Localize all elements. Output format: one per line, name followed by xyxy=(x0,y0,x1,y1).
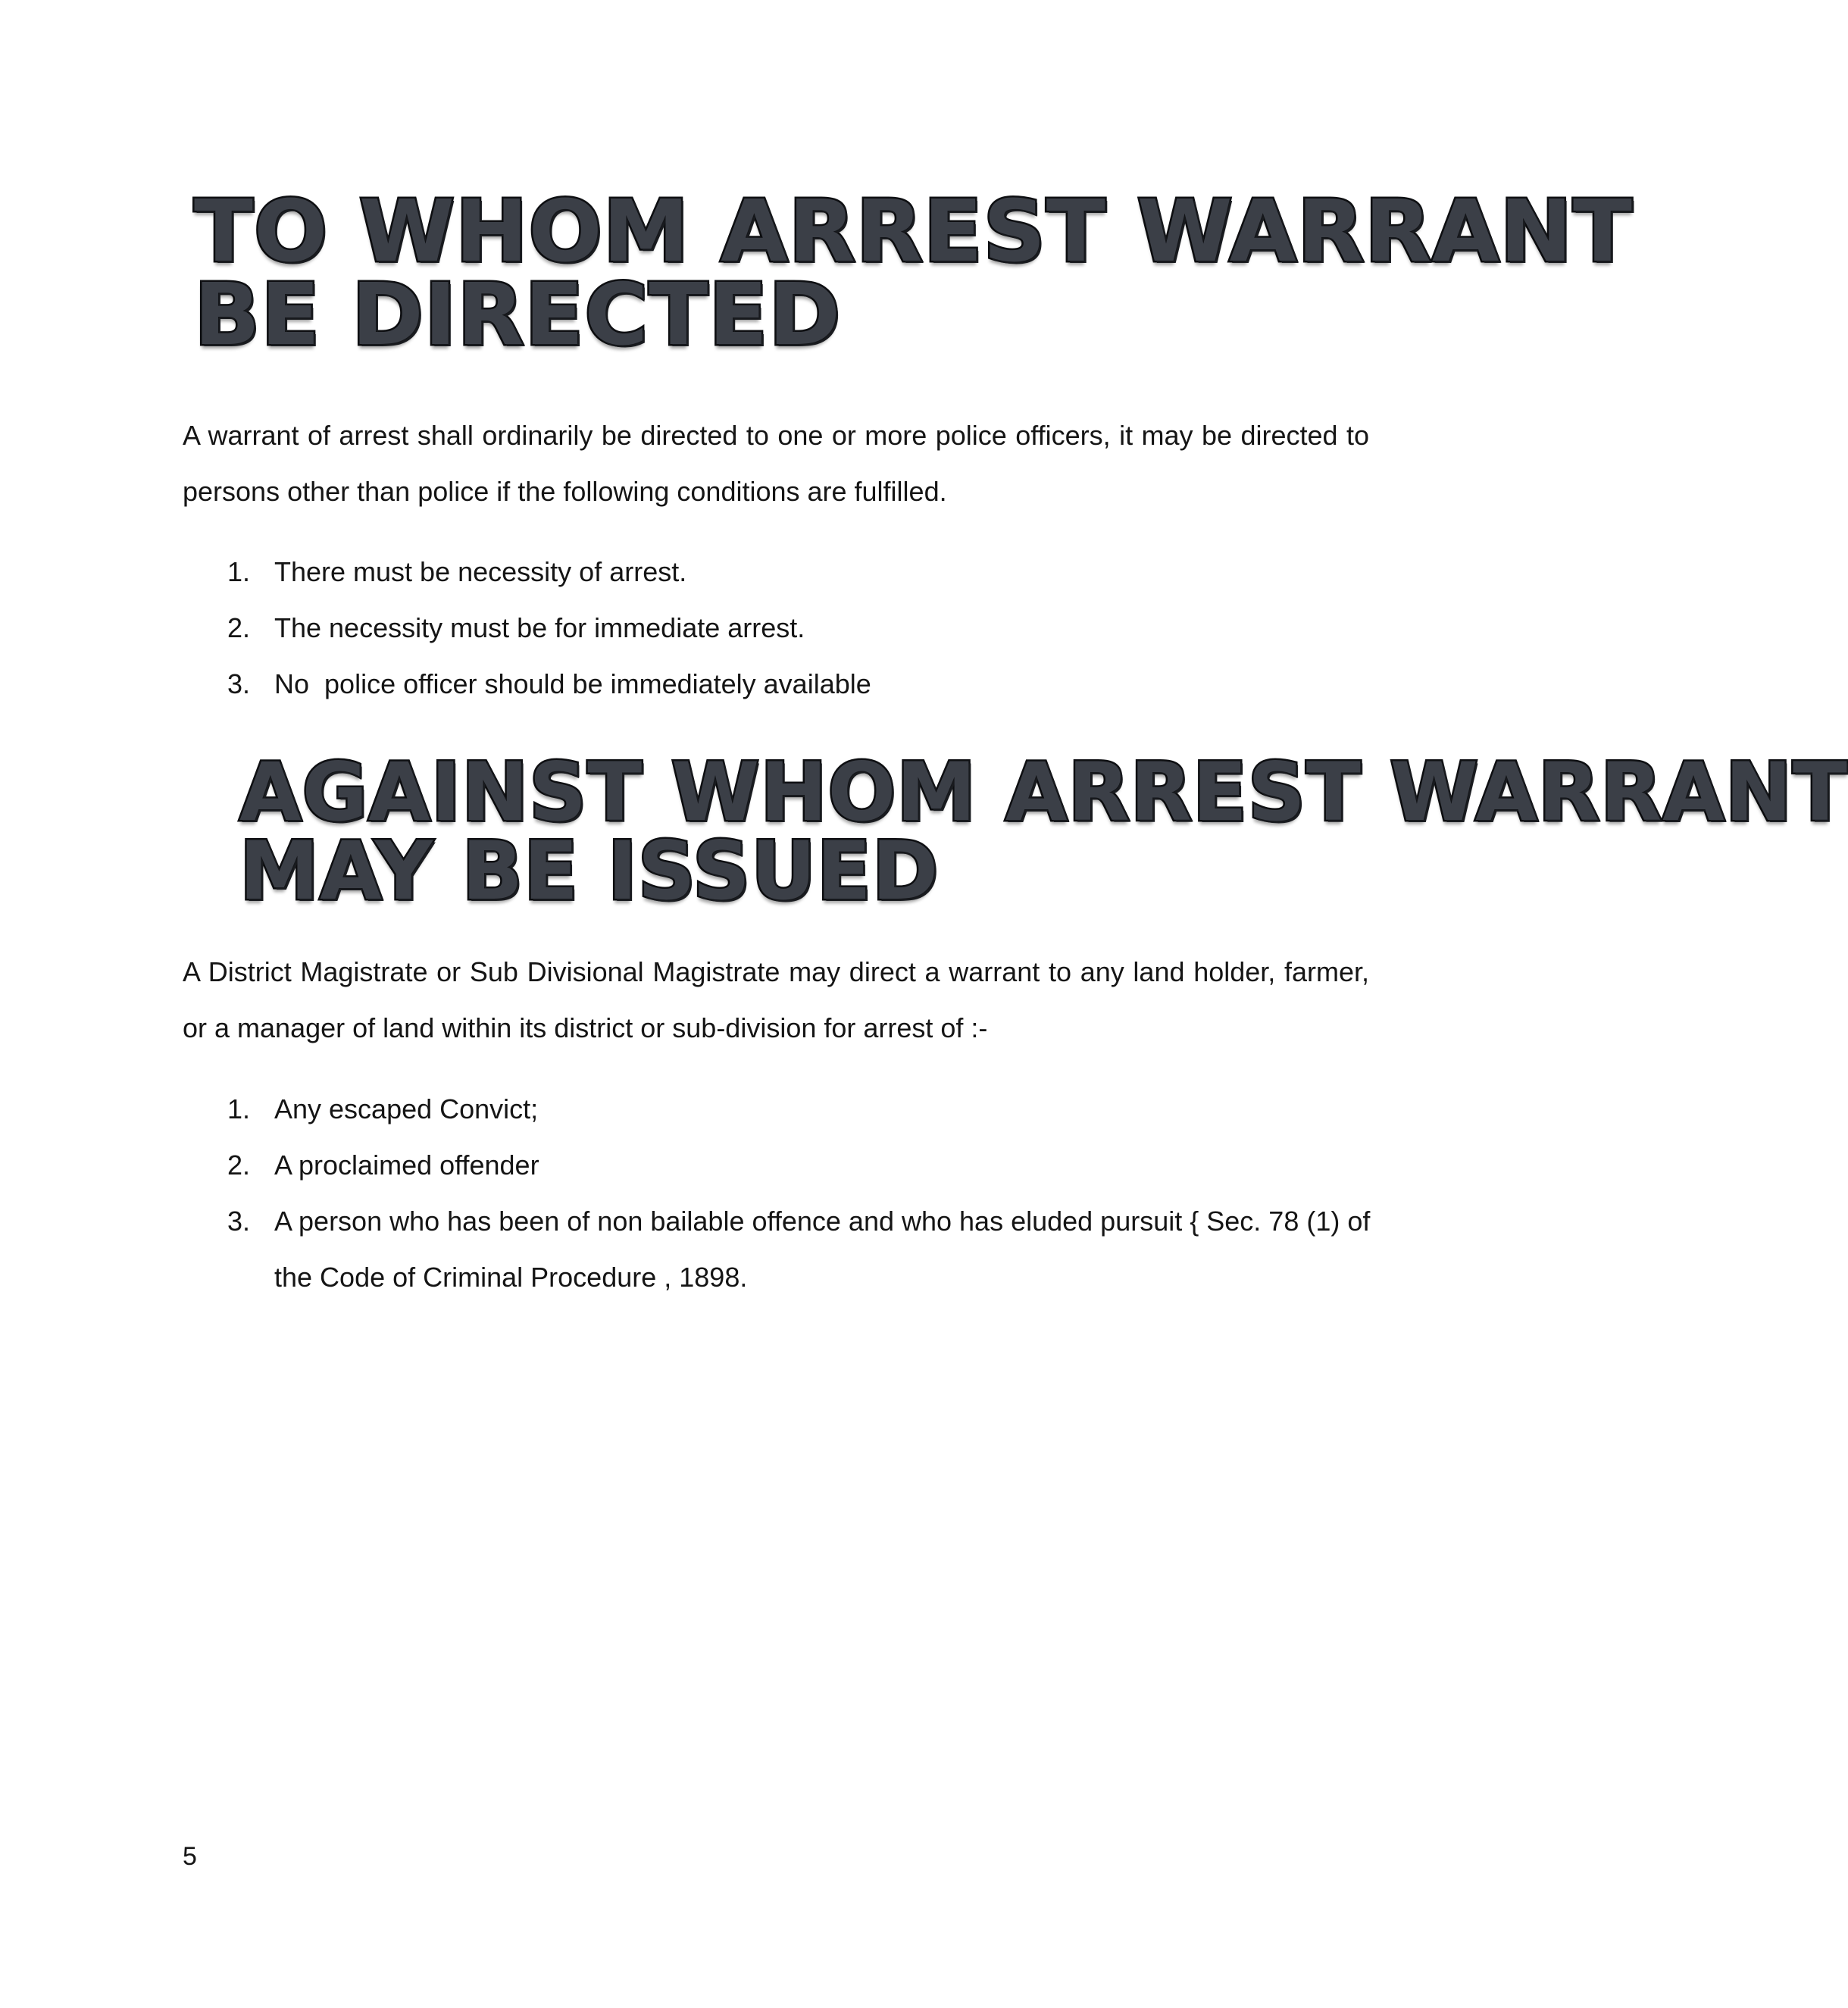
section-1-paragraph: A warrant of arrest shall ordinarily be directed to one or more police officers, it may be directed to persons other than police if the following conditions are fulfilled. xyxy=(183,420,1369,507)
list-item-number: 3. xyxy=(227,1206,251,1237)
page-number: 5 xyxy=(183,1842,197,1871)
list-item-number: 1. xyxy=(227,556,251,587)
list-item-number: 2. xyxy=(227,612,251,643)
section-2-heading-line-2: MAY BE ISSUED xyxy=(239,824,940,918)
list-item-text: A proclaimed offender xyxy=(274,1149,539,1181)
list-item-number: 3. xyxy=(227,668,251,699)
section-1-heading xyxy=(194,183,1633,364)
section-1-heading-line-1: TO WHOM ARREST WARRANT xyxy=(194,183,1633,281)
list-item-text: There must be necessity of arrest. xyxy=(274,556,687,587)
list-item-number: 1. xyxy=(227,1093,251,1124)
list-item-text: The necessity must be for immediate arrest. xyxy=(274,612,805,643)
list-item-text: Any escaped Convict; xyxy=(274,1093,539,1124)
list-item-text: No police officer should be immediately available xyxy=(274,668,871,699)
section-2-persons-list xyxy=(220,1081,1371,1306)
list-item xyxy=(220,1137,1371,1193)
list-item xyxy=(220,656,1371,712)
list-item xyxy=(220,1081,1371,1137)
list-item xyxy=(220,544,1371,600)
section-2-paragraph: A District Magistrate or Sub Divisional Magistrate may direct a warrant to any land holder, farmer, or a manager of land within its district or sub-division for arrest of :- xyxy=(183,956,1369,1043)
section-1-heading-line-2: BE DIRECTED xyxy=(194,265,842,364)
section-2-heading-line-1: AGAINST WHOM ARREST WARRANT xyxy=(239,746,1848,839)
section-2-heading xyxy=(239,746,1848,918)
list-item-text: A person who has been of non bailable offence and who has eluded pursuit { Sec. 78 (1) of the Code of Criminal Procedure , 1898. xyxy=(274,1206,1371,1293)
list-item-number: 2. xyxy=(227,1149,251,1181)
section-1-conditions-list xyxy=(220,544,1371,712)
list-item xyxy=(220,600,1371,656)
list-item xyxy=(220,1193,1371,1306)
